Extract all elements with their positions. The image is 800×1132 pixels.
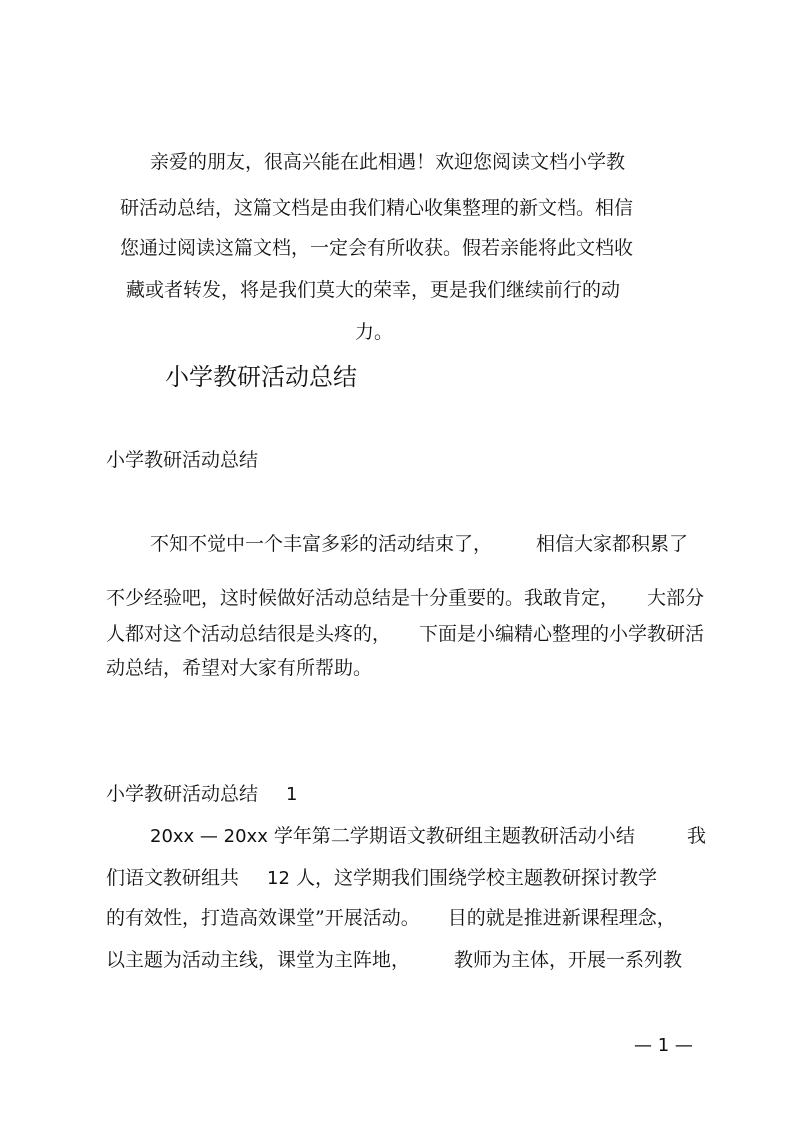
section-1-line-4 [106,948,682,972]
section-1-heading [106,782,297,807]
paragraph-1-line-3-part-a: 人都对这个活动总结很是头疼的， [106,623,392,645]
intro-line-2: 研活动总结，这篇文档是由我们精心收集整理的新文档。相信 [120,197,634,219]
paragraph-1-line-2-part-a: 不少经验吧，这时候做好活动总结是十分重要的。我敢肯定， [106,587,620,609]
intro-line-5: 力。 [355,321,394,343]
paragraph-1-line-1-part-b: 相信大家都积累了 [536,533,689,555]
section-1-line-4-part-a: 以主题为活动主线，课堂为主阵地， [106,949,411,971]
document-title: 小学教研活动总结 [165,363,357,391]
paragraph-1-line-4: 动总结，希望对大家有所帮助。 [106,657,373,679]
section-1-line-4-part-b: 教师为主体，开展一系列教 [454,949,683,971]
paragraph-1-line-1-part-a: 不知不觉中一个丰富多彩的活动结束了， [150,533,493,555]
intro-line-4: 藏或者转发，将是我们莫大的荣幸，更是我们继续前行的动 [126,279,621,301]
intro-line-3: 您通过阅读这篇文档，一定会有所收获。假若亲能将此文档收 [120,237,634,259]
paragraph-1-line-1 [150,532,688,556]
section-1-year-range: 20xx — 20xx [150,826,268,847]
paragraph-1-line-2 [106,586,704,610]
section-1-member-count: 12 [267,868,290,889]
section-1-heading-text: 小学教研活动总结 [106,783,259,805]
intro-line-1: 亲爱的朋友，很高兴能在此相遇！欢迎您阅读文档小学教 [150,151,626,173]
section-1-line-1-tail: 我 [686,825,706,847]
paragraph-1-line-3-part-b: 下面是小编精心整理的小学教研活 [419,623,705,645]
section-1-line-2-part-a: 们语文教研组共 [106,867,240,889]
section-1-heading-number: 1 [286,784,298,805]
section-1-line-3-part-b: 目的就是推进新课程理念， [447,907,676,929]
document-subtitle: 小学教研活动总结 [106,449,259,471]
paragraph-1-line-2-part-b: 大部分 [647,587,705,609]
section-1-line-2 [106,866,657,891]
paragraph-1-line-3 [106,622,704,646]
section-1-line-1-text: 学年第二学期语文教研组主题教研活动小结 [273,825,635,847]
section-1-line-2-part-c: 人，这学期我们围绕学校主题教研探讨教学 [295,867,657,889]
section-1-line-1 [150,824,706,849]
page-number: — 1 — [634,1035,693,1056]
section-1-line-3 [106,906,676,930]
section-1-line-3-part-a: 的有效性，打造高效课堂”开展活动。 [106,907,420,929]
